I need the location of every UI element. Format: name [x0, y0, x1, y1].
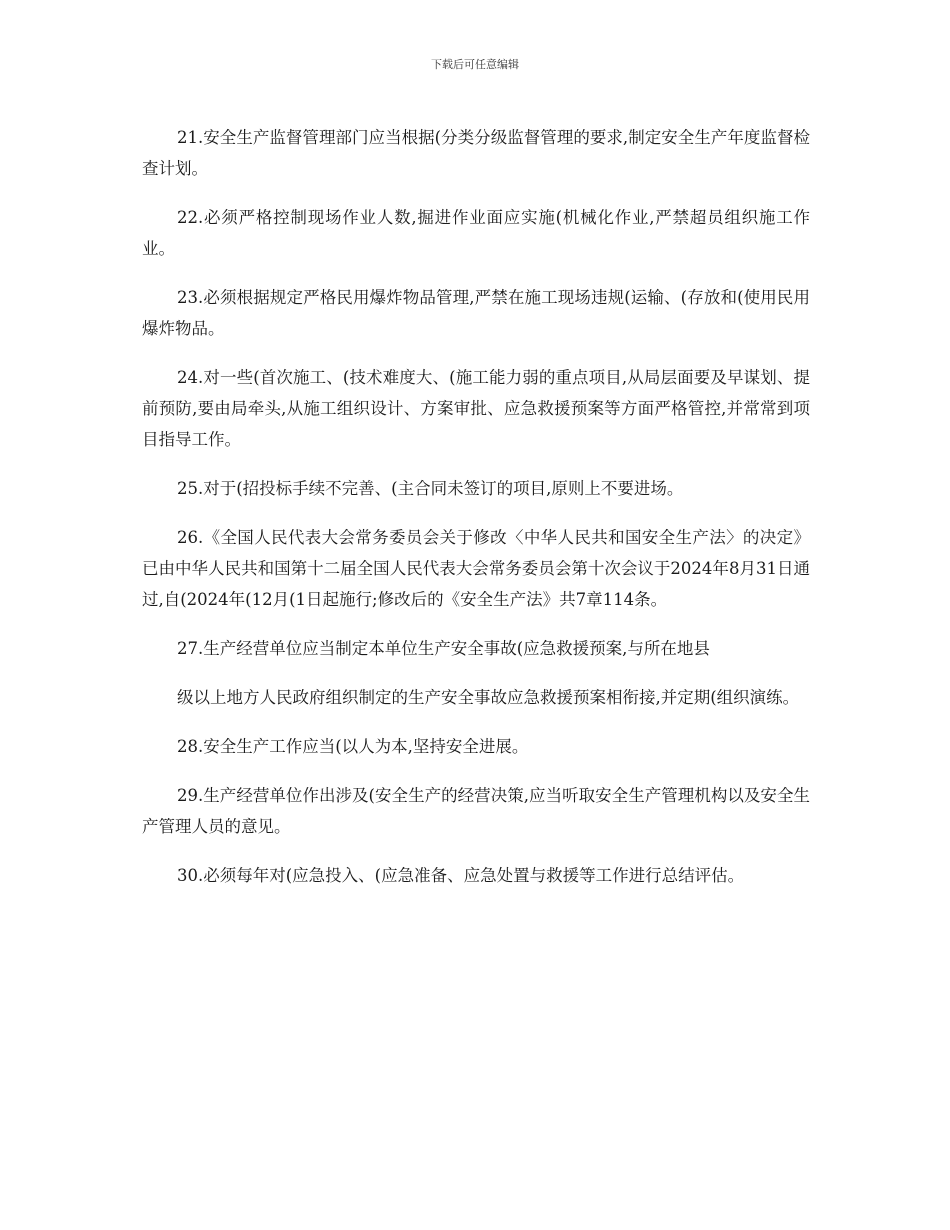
document-body [142, 122, 810, 909]
paragraph-28: 28.安全生产工作应当(以人为本,坚持安全进展。 [177, 737, 529, 756]
paragraph-24: 24.对一些(首次施工、(技术难度大、(施工能力弱的重点项目,从局层面要及早谋划、提前预防,要由局牵头,从施工组织设计、方案审批、应急救援预案等方面严格管控,并常常到项目指导工作。 [142, 368, 810, 449]
paragraph-25: 25.对于(招投标手续不完善、(主合同未签订的项目,原则上不要进场。 [177, 479, 684, 498]
paragraph-21: 21.安全生产监督管理部门应当根据(分类分级监督管理的要求,制定安全生产年度监督检查计划。 [142, 128, 810, 178]
paragraph-30: 30.必须每年对(应急投入、(应急准备、应急处置与救援等工作进行总结评估。 [177, 866, 745, 885]
paragraph-22: 22.必须严格控制现场作业人数,掘进作业面应实施(机械化作业,严禁超员组织施工作业。 [142, 208, 810, 258]
paragraph-26: 26.《全国人民代表大会常务委员会关于修改〈中华人民共和国安全生产法〉的决定》已由中华人民共和国第十二届全国人民代表大会常务委员会第十次会议于2024年8月31日通过,自(2024年(12月(1日起施行;修改后的《安全生产法》共7章114条。 [142, 528, 810, 609]
paragraph-23: 23.必须根据规定严格民用爆炸物品管理,严禁在施工现场违规(运输、(存放和(使用民用爆炸物品。 [142, 288, 810, 338]
paragraph-29: 29.生产经营单位作出涉及(安全生产的经营决策,应当听取安全生产管理机构以及安全生产管理人员的意见。 [142, 786, 810, 836]
paragraph-27-continued: 级以上地方人民政府组织制定的生产安全事故应急救援预案相衔接,并定期(组织演练。 [177, 688, 800, 707]
page-header: 下载后可任意编辑 [431, 58, 519, 71]
paragraph-27: 27.生产经营单位应当制定本单位生产安全事故(应急救援预案,与所在地县 [177, 639, 710, 658]
